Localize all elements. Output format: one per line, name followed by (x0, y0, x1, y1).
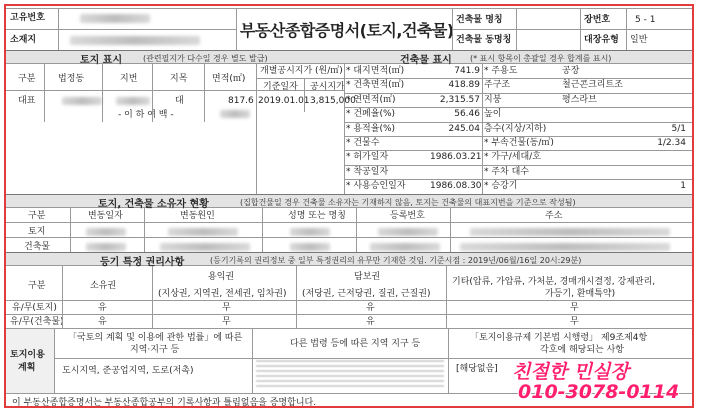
building-row-1-l1: * 건축면적(㎡) (346, 80, 405, 91)
rule (6, 300, 692, 301)
building-row-2-l1: * 연면적(㎡) (346, 94, 396, 105)
building-row-6-v1: 1986.03.21 (430, 152, 482, 163)
rule (344, 107, 692, 108)
rule (296, 266, 297, 328)
rights-col-etc2: 가등기, 환매특약) (545, 289, 616, 299)
building-dong-label: 건축물 동명칭 (456, 35, 512, 45)
land-area: 817.6 (228, 96, 254, 106)
land-col-dong: 법정동 (58, 74, 85, 84)
rights-col-yongik: 용익권 (208, 272, 235, 282)
land-section-note: (관련필지가 다수일 경우 별도 발급) (143, 54, 268, 63)
owner-col-name: 성명 또는 명칭 (288, 211, 346, 221)
ledger-type-label: 대장유형 (584, 35, 619, 45)
land-blank-note: - 이 하 여 백 - (118, 110, 174, 120)
rights-col-etc: 기타(압류, 가압류, 가처분, 경매개시결정, 강제관리, (452, 277, 656, 287)
rule (6, 29, 236, 30)
id-value-redacted (80, 14, 150, 23)
sheet-label: 장번호 (584, 15, 611, 25)
rule (252, 328, 253, 393)
building-row-6-l2: * 가구/세대/호 (484, 152, 541, 163)
plan-header-other: 다른 법령 등에 따른 지역 지구 등 (290, 339, 421, 349)
rights-col-owner: 소유권 (90, 281, 117, 291)
rule (448, 328, 449, 393)
owner-land-name-redacted (290, 228, 330, 236)
building-row-1-v1: 418.89 (448, 80, 480, 91)
rule (344, 122, 692, 123)
building-row-0-l1: * 대지면적(㎡) (346, 66, 405, 76)
rule (70, 208, 71, 252)
owner-land-regno-redacted (378, 228, 438, 236)
plan-label-cell (6, 329, 54, 393)
owner-section-note: (집합건물일 경우 건축물 소유자는 기재하지 않음, 토지는 건축물의 대표지번을 기준으로 작성됨) (240, 198, 576, 207)
agent-stamp-name: 친절한 민실장 (512, 361, 629, 383)
building-row-7-l2: * 주차 대수 (484, 166, 529, 177)
document-title: 부동산종합증명서(토지,건축물) (240, 21, 454, 40)
building-row-1-l2: 주구조 (484, 80, 511, 91)
rule (344, 93, 692, 94)
ledger-type-value: 일반 (630, 35, 648, 45)
rule (580, 8, 581, 50)
rule (304, 78, 305, 112)
owner-land-addr-redacted (470, 228, 670, 236)
rule (256, 78, 344, 79)
land-base-date: 2019.01.01 (258, 96, 310, 106)
id-label: 고유번호 (10, 13, 45, 23)
land-dong-redacted (62, 97, 102, 105)
rights-bldg-etc: 무 (570, 317, 579, 327)
rule (344, 64, 345, 194)
rights-section-note: (등기기록의 권리정보 중 일부 특정권리의 유무만 기재한 것임. 기준시점 : 2019년/06월/16일 20시:29분) (210, 256, 582, 265)
rights-bldg-dambo: 유 (366, 317, 375, 327)
rule (452, 8, 453, 50)
sheet-value: 5 - 1 (635, 15, 656, 25)
building-row-4-v1: 245.04 (448, 123, 480, 134)
building-row-0-v1: 741.9 (454, 66, 480, 76)
rights-land-yongik: 무 (222, 303, 231, 313)
rule (6, 328, 692, 329)
owner-row-building: 건축물 (24, 242, 51, 252)
plan-label-line1: 토지이용 (10, 350, 45, 360)
rule (144, 208, 145, 252)
building-row-3-l2: 높이 (484, 109, 502, 120)
building-row-6-l1: * 허가일자 (346, 152, 389, 163)
owner-land-date-redacted (86, 228, 126, 236)
land-row-label: 대표 (18, 96, 36, 106)
building-row-2-l2: 지붕 (484, 94, 502, 105)
rule (102, 64, 103, 122)
rule (446, 266, 447, 328)
rule (256, 64, 257, 194)
building-row-8-l2: * 승강기 (484, 181, 518, 192)
owner-col-cause: 변동원인 (180, 211, 215, 221)
rights-col-gubun: 구분 (28, 281, 46, 291)
land-col-base-date: 기준일자 (263, 82, 298, 92)
rule (62, 266, 63, 328)
rule (6, 90, 344, 91)
building-row-0-l2: * 주용도 (484, 66, 518, 76)
building-section-note: (* 표시 항목이 총괄일 경우 합계를 표시) (470, 54, 612, 63)
rights-land-dambo: 유 (366, 303, 375, 313)
rights-land-etc: 무 (570, 303, 579, 313)
building-row-4-v2: 5/1 (671, 123, 686, 134)
rights-col-yongik-sub: (지상권, 지역권, 전세권, 임차권) (158, 289, 287, 299)
land-section-title: 토지 표시 (80, 55, 123, 66)
rule (344, 179, 692, 180)
building-row-4-l1: * 용적율(%) (346, 123, 396, 134)
rights-row-building: 유/무(건축물) (10, 317, 64, 327)
rights-col-dambo: 담보권 (354, 272, 381, 282)
address-value-redacted (70, 36, 200, 45)
owner-section-title: 토지, 건축물 소유자 현황 (98, 199, 209, 210)
rule (344, 165, 692, 166)
rights-bldg-owner: 유 (98, 317, 107, 327)
rule (626, 8, 627, 50)
building-name-label: 건축물 명칭 (456, 15, 503, 25)
building-row-1-v2: 철근콘크리트조 (562, 80, 623, 91)
building-row-5-l2: * 부속건물(동/㎡) (484, 138, 554, 148)
land-col-area: 면적(㎡) (212, 74, 246, 84)
rights-land-owner: 유 (98, 303, 107, 313)
owner-land-cause-redacted (168, 228, 238, 236)
rule (356, 208, 357, 252)
owner-row-land: 토지 (28, 227, 46, 237)
building-row-5-v2: 1/2.34 (657, 138, 686, 148)
rule (6, 8, 692, 9)
plan-value-national: 도시지역, 준공업지역, 도로(저촉) (62, 366, 194, 376)
plan-value-other-finetext (256, 360, 444, 388)
rule (236, 8, 237, 50)
land-col-gubun: 구분 (18, 74, 36, 84)
rule (6, 237, 692, 238)
owner-bldg-regno-redacted (370, 243, 440, 251)
building-section-title: 건축물 표시 (400, 55, 452, 66)
land-price: 3,815,000 (310, 96, 356, 106)
plan-header-enforce-line2: 각호에 해당되는 사항 (540, 345, 624, 355)
rights-bldg-yongik: 무 (222, 317, 231, 327)
building-row-5-l1: * 건물수 (346, 138, 380, 148)
rights-col-dambo-sub: (저당권, 근저당권, 질권, 근질권) (302, 289, 431, 299)
building-row-8-v1: 1986.08.30 (430, 181, 482, 192)
rule (344, 78, 692, 79)
land-col-price-title: 개별공시지가 (원/㎡) (260, 66, 343, 76)
plan-header-national-line1: 「국토의 계획 및 이용에 관한 법률」에 따른 (68, 333, 243, 343)
owner-bldg-cause-redacted (160, 243, 250, 251)
plan-value-enforce: [해당없음] (456, 364, 498, 374)
agent-stamp-phone: 010-3078-0114 (518, 381, 680, 403)
rule (6, 314, 692, 315)
rule (452, 29, 692, 30)
owner-col-addr: 주소 (545, 211, 563, 221)
land-col-jimok: 지목 (170, 74, 188, 84)
building-row-7-l1: * 착공일자 (346, 166, 389, 177)
building-row-8-l1: * 사용승인일자 (346, 181, 406, 192)
rule (58, 8, 59, 50)
land-col-jibun: 지번 (120, 74, 138, 84)
building-row-2-v2: 평스라브 (562, 94, 597, 105)
rule (516, 8, 517, 50)
land-col-price: 공시지가 (310, 82, 345, 92)
plan-label-line2: 계획 (18, 363, 36, 373)
owner-bldg-addr-redacted (460, 243, 670, 251)
building-row-2-v1: 2,315.57 (439, 94, 480, 105)
rule (482, 64, 483, 194)
rule (44, 64, 45, 122)
rights-section-title: 등기 특정 권리사항 (100, 257, 185, 268)
building-row-4-l2: 층수(지상/지하) (484, 123, 547, 134)
owner-bldg-name-redacted (290, 243, 330, 251)
land-extra-redacted (220, 110, 250, 118)
rule (204, 64, 205, 122)
rule (262, 208, 263, 252)
rights-row-land: 유/무(토지) (12, 303, 57, 313)
rule (344, 136, 692, 137)
land-jimok: 대 (175, 96, 184, 106)
rule (152, 64, 153, 122)
plan-header-enforce-line1: 「토지이용규제 기본법 시행령」 제9조제4항 (470, 333, 648, 343)
building-row-8-v2: 1 (680, 181, 686, 192)
footer-statement: 이 부동산종합증명서는 부동산종합공부의 기록사항과 틀림없음을 증명합니다. (12, 398, 317, 408)
building-row-0-v2: 공장 (562, 66, 580, 76)
owner-bldg-date-redacted (86, 243, 126, 251)
owner-col-gubun: 구분 (28, 211, 46, 221)
owner-col-date: 변동일자 (88, 211, 123, 221)
owner-col-regno: 등록번호 (390, 211, 425, 221)
rule (450, 208, 451, 252)
plan-header-national-line2: 지역·지구 등 (130, 345, 180, 355)
land-jibun-redacted (116, 97, 150, 105)
building-row-3-v1: 56.46 (454, 109, 480, 120)
rule (152, 266, 153, 328)
building-row-3-l1: * 건폐율(%) (346, 109, 396, 120)
rule (344, 150, 692, 151)
rule (6, 222, 692, 223)
rule (54, 328, 55, 393)
address-label: 소재지 (10, 35, 37, 45)
